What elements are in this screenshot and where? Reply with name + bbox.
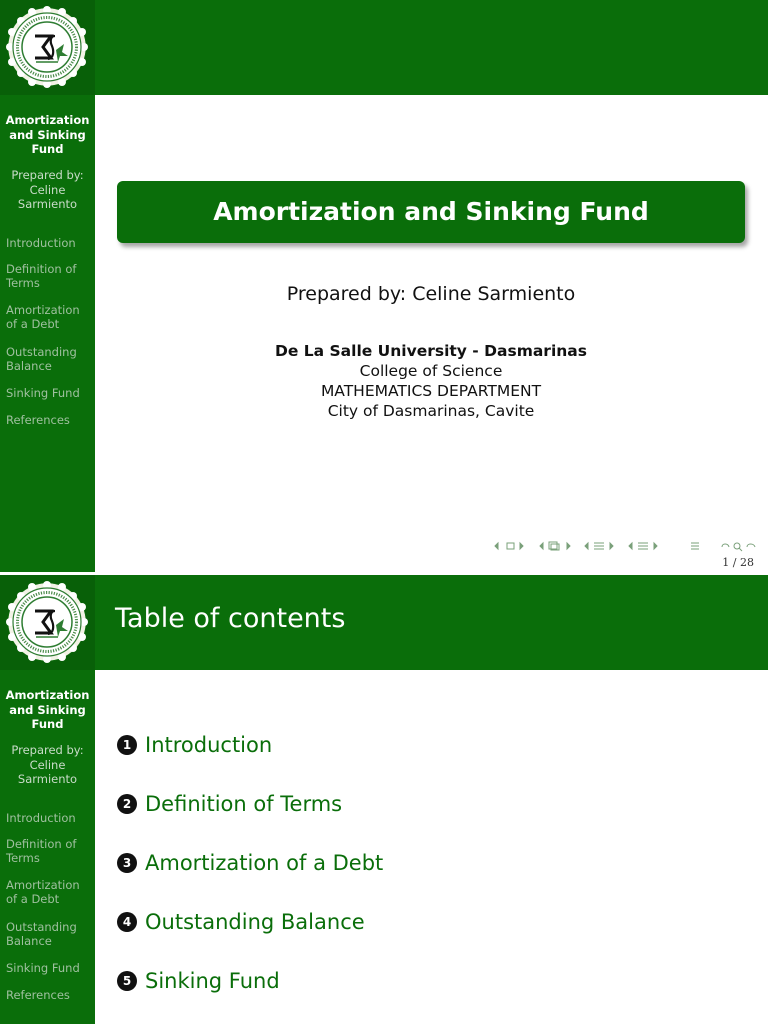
next-subsection-arrow-icon bbox=[610, 543, 613, 549]
document-icon bbox=[691, 543, 699, 549]
toc-number-ball: 5 bbox=[117, 971, 137, 991]
prev-section-arrow-icon bbox=[629, 543, 632, 549]
sidebar bbox=[0, 575, 95, 1024]
toc-label: Amortization of a Debt bbox=[145, 851, 384, 875]
subsection-icon bbox=[594, 543, 604, 549]
logo-panel bbox=[0, 0, 95, 95]
sidebar bbox=[0, 0, 95, 572]
toc-label: Sinking Fund bbox=[145, 969, 280, 993]
prev-frame-arrow-icon bbox=[540, 543, 543, 549]
sidebar-item-definition-of-terms[interactable]: Definition of Terms bbox=[6, 262, 77, 290]
sidebar-item-amortization-of-a-debt[interactable]: Amortization of a Debt bbox=[6, 878, 80, 906]
department-name: MATHEMATICS DEPARTMENT bbox=[320, 382, 542, 400]
sidebar-item-sinking-fund[interactable]: Sinking Fund bbox=[6, 961, 80, 975]
presentation-title: Amortization and Sinking Fund bbox=[213, 197, 649, 226]
sidebar-item-references[interactable]: References bbox=[6, 413, 70, 427]
toc-item-sinking-fund[interactable] bbox=[117, 969, 280, 993]
toc-label: Introduction bbox=[145, 733, 273, 757]
sidebar-item-references[interactable]: References bbox=[6, 988, 70, 1002]
section-icon bbox=[638, 543, 648, 549]
forward-icon bbox=[747, 544, 755, 547]
sidebar-item-amortization-of-a-debt[interactable]: Amortization of a Debt bbox=[6, 303, 80, 331]
page-number: 1 / 28 bbox=[722, 556, 754, 569]
beamer-navigation-bar[interactable] bbox=[493, 540, 763, 552]
toc-number-ball: 1 bbox=[117, 735, 137, 755]
slide-table-of-contents bbox=[0, 575, 768, 1024]
toc-number-ball: 4 bbox=[117, 912, 137, 932]
title-box bbox=[117, 181, 745, 243]
toc-item-definition-of-terms[interactable] bbox=[117, 792, 342, 816]
toc-number-ball: 2 bbox=[117, 794, 137, 814]
university-seal-logo bbox=[6, 6, 88, 88]
next-frame-arrow-icon bbox=[567, 543, 570, 549]
sidebar-item-definition-of-terms[interactable]: Definition of Terms bbox=[6, 837, 77, 865]
sidebar-item-introduction[interactable]: Introduction bbox=[6, 236, 76, 250]
toc-label: Definition of Terms bbox=[145, 792, 343, 816]
sidebar-presentation-title[interactable]: Amortization and Sinking Fund bbox=[5, 688, 90, 731]
toc-number-ball: 3 bbox=[117, 853, 137, 873]
next-section-arrow-icon bbox=[654, 543, 657, 549]
header-bar bbox=[95, 0, 768, 95]
toc-label: Outstanding Balance bbox=[145, 910, 365, 934]
prev-slide-arrow-icon bbox=[495, 543, 498, 549]
next-slide-arrow-icon bbox=[520, 543, 523, 549]
university-seal-logo bbox=[6, 581, 88, 663]
sidebar-item-outstanding-balance[interactable]: Outstanding Balance bbox=[6, 920, 77, 948]
toc-item-introduction[interactable] bbox=[117, 733, 272, 757]
frame-title: Table of contents bbox=[115, 603, 346, 634]
author-line: Prepared by: Celine Sarmiento bbox=[286, 283, 576, 305]
college-name: College of Science bbox=[359, 362, 503, 380]
prev-subsection-arrow-icon bbox=[585, 543, 588, 549]
sidebar-presentation-title[interactable]: Amortization and Sinking Fund bbox=[5, 113, 90, 156]
frame-icon bbox=[549, 542, 557, 549]
university-name: De La Salle University - Dasmarinas bbox=[275, 342, 587, 360]
location: City of Dasmarinas, Cavite bbox=[327, 402, 535, 420]
sidebar-item-outstanding-balance[interactable]: Outstanding Balance bbox=[6, 345, 77, 373]
logo-panel bbox=[0, 575, 95, 670]
sidebar-author[interactable]: Prepared by: Celine Sarmiento bbox=[11, 743, 84, 786]
sidebar-item-introduction[interactable]: Introduction bbox=[6, 811, 76, 825]
sidebar-author[interactable]: Prepared by: Celine Sarmiento bbox=[11, 168, 84, 211]
slide-icon bbox=[507, 543, 514, 549]
sidebar-item-sinking-fund[interactable]: Sinking Fund bbox=[6, 386, 80, 400]
toc-item-outstanding-balance[interactable] bbox=[117, 910, 365, 934]
back-icon bbox=[722, 544, 729, 547]
toc-item-amortization-of-a-debt[interactable] bbox=[117, 851, 383, 875]
institution-block bbox=[117, 341, 745, 421]
